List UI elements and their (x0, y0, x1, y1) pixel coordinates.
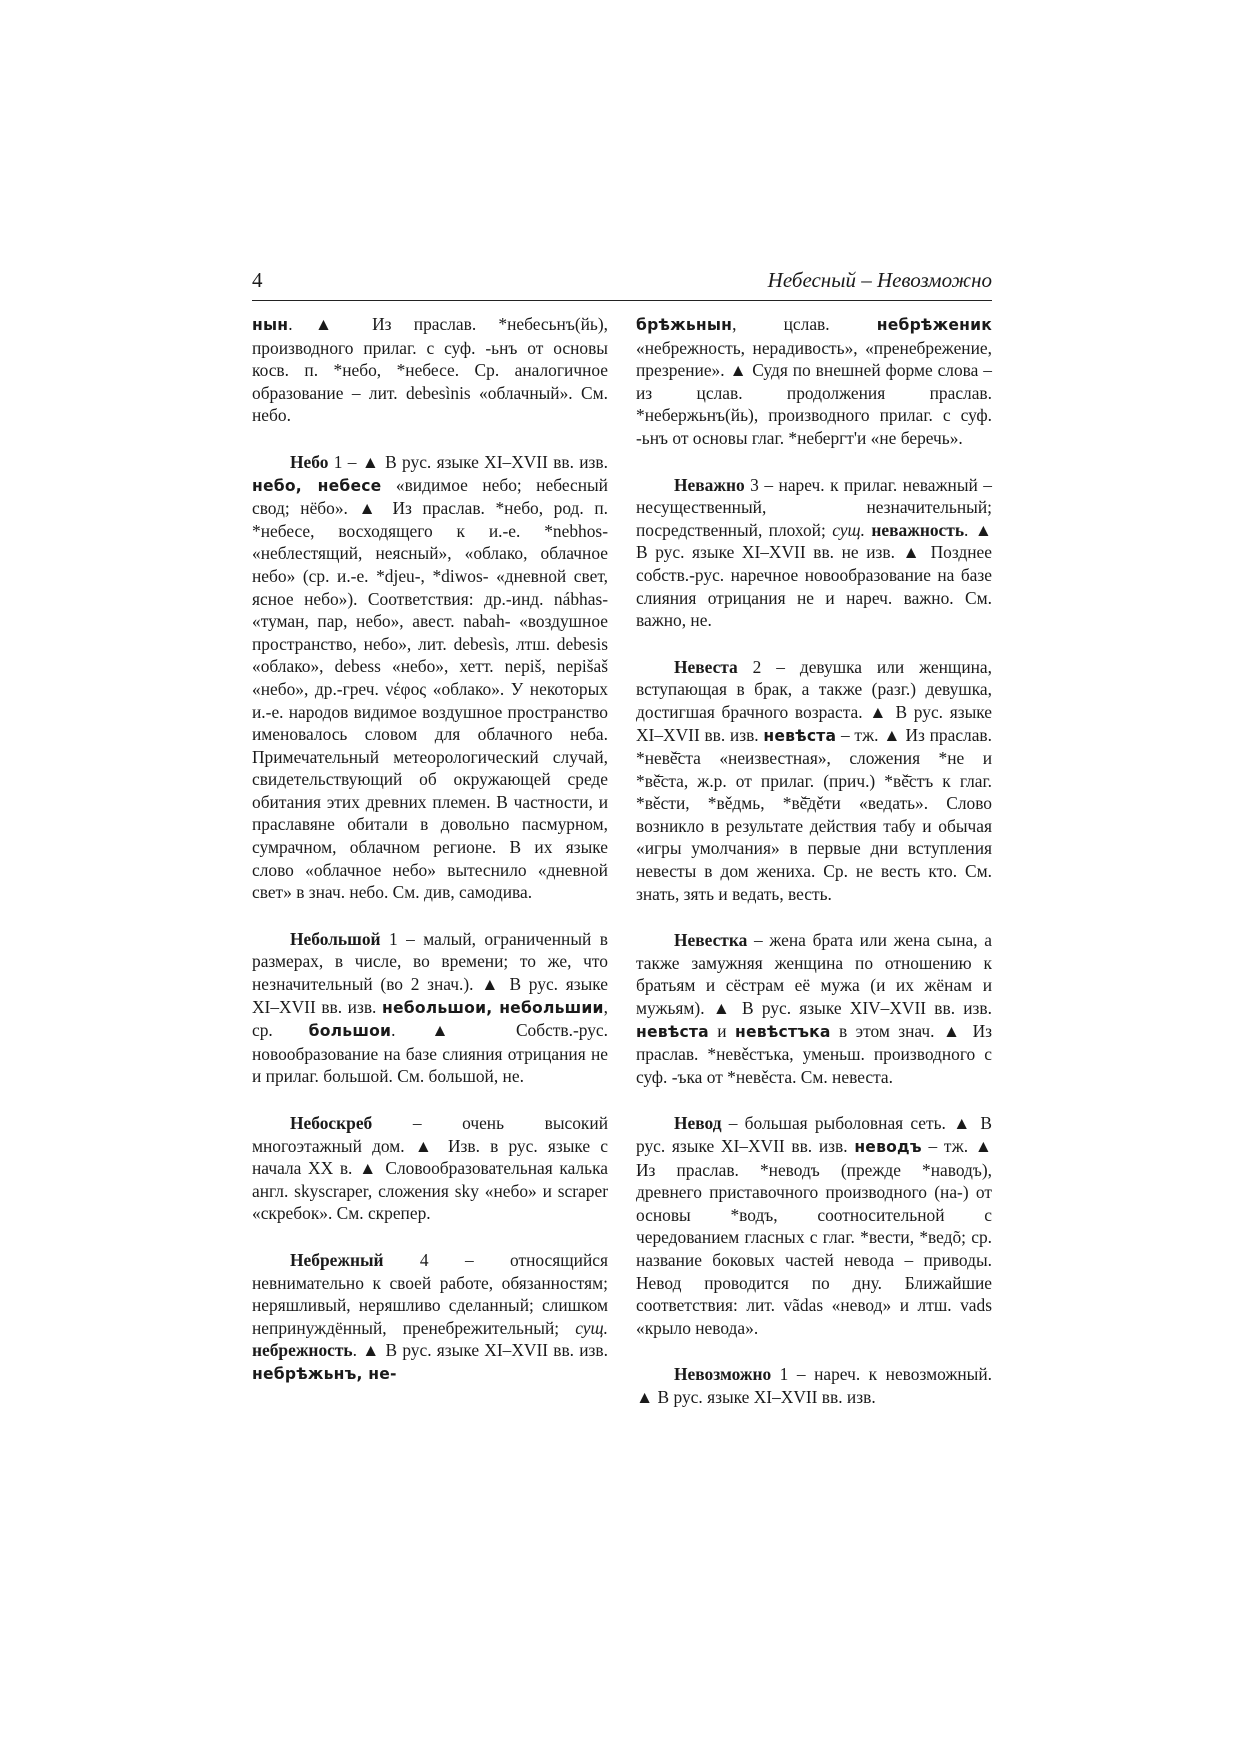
page-header (252, 268, 992, 301)
church-slavonic-form: брѣжьнын (636, 316, 733, 334)
church-slavonic-form: небо, небесе (252, 476, 382, 495)
entry-text: «видимое небо; небесный свод; нёбо». ▲ Из праслав. *небо, род. п. *небесе, восходящего к и.-е. *nebhos- «неблестящий, неясный», «облако, облачное небо» (ср. и.-е. *djeu-, *diwos- «дневной свет, ясное небо»). Соответствия: др.-инд. nábhas- «туман, пар, небо», авест. nabah- «воздушное пространство, небо», лит. debesìs, лтш. debesis «облако», debess «небо», хетт. nepiš, nepišaš «небо», др.-греч. νέφος «облако». У некоторых и.-е. народов видимое воздушное пространство именовалось словом для облачного неба. Примечательный метеорологический случай, свидетельствующий об окружающей среде обитания этих древних племен. В частности, и праславяне обитали в довольно пасмурном, сумрачном, облачном регионе. В их языке слово «облачное небо» вытеснило «дневной свет» в знач. небо. См. див, самодива. (252, 474, 608, 903)
entry-text: , ср. (252, 996, 609, 1041)
headword: Невестка (674, 930, 748, 951)
headword: Невод (674, 1113, 722, 1134)
dictionary-entry (636, 474, 992, 632)
entry-text: 1 – нареч. к невозможный. ▲ В рус. языке XI–XVII вв. изв. (636, 1364, 992, 1407)
headword: Невозможно (674, 1364, 772, 1385)
entry-text: 1 – малый, ограниченный в размерах, в числе, во времени; то же, что незначительный (во 2 знач.). ▲ В рус. языке XI–XVII вв. изв. (252, 928, 608, 1017)
headword: неважность (871, 519, 965, 540)
running-head: Небесный – Невозможно (767, 268, 992, 292)
church-slavonic-form: небольшои, небольшии (381, 998, 604, 1017)
entry-text: . ▲ Из праслав. *небесьнъ(йь), производного прилаг. с суф. -ьнъ от основы косв. п. *небо, *небесе. Ср. аналогичное образование – лит. debesìnis «облачный». См. небо. (252, 314, 608, 426)
headword: Небоскреб (290, 1113, 373, 1133)
church-slavonic-form: нын (252, 316, 289, 334)
entry-text: . ▲ Собств.-рус. новообразование на базе слияния отрицания не и прилаг. большой. См. большой, не. (252, 1020, 608, 1087)
church-slavonic-form: небрѣженик (876, 316, 992, 334)
entry-text: . ▲ В рус. языке XI–XVII вв. не изв. ▲ Позднее собств.-рус. наречное новообразование на базе слияния отрицания не и нареч. важно. См. важно, не. (636, 519, 992, 631)
italic-label: сущ. (575, 1317, 608, 1338)
entry-text: 3 – нареч. к прилаг. неважный – несущественный, незначительный; посредственный, плохой; (636, 474, 992, 540)
dictionary-entry-continued (252, 313, 608, 427)
entry-text: 2 – девушка или женщина, вступающая в брак, а также (разг.) девушка, достигшая брачного возраста. ▲ В рус. языке XI–XVII вв. изв. (636, 656, 992, 745)
church-slavonic-form: небрѣжьнъ, не- (252, 1364, 397, 1383)
church-slavonic-form: невѣста (763, 726, 837, 745)
italic-label: сущ. (832, 519, 865, 540)
church-slavonic-form: большои (308, 1022, 392, 1041)
entry-text: – большая рыболовная сеть. ▲ В рус. языке XI–XVII вв. изв. (636, 1113, 992, 1156)
entry-text: и (708, 1020, 736, 1041)
entry-text: . ▲ В рус. языке XI–XVII вв. изв. (352, 1340, 608, 1361)
headword: Небольшой (290, 928, 381, 949)
headword: Невеста (674, 656, 738, 677)
entry-text: – тж. ▲ Из праслав. *невě̄ста «неизвестная», сложения *не и *вě̄ста, ж.р. от прилаг. (прич.) *вě̄стъ к глаг. *вěсти, *вěдмь, *вě̄дěти «ведать». Слово возникло в результате действия табу и обычая «игры умолчания» в первые дни вступления невесты в дом жениха. Ср. не весть кто. См. знать, зять и ведать, весть. (636, 724, 992, 904)
entry-text: 4 – относящийся невнимательно к своей работе, обязанностям; неряшливый, неряшливо сделанный; слишком непринуждённый, пренебрежительный; (252, 1249, 608, 1338)
right-column (636, 313, 992, 1433)
church-slavonic-form: невѣста (636, 1022, 709, 1041)
entry-text: – тж. ▲ Из праслав. *неводъ (прежде *наводъ), древнего приставочного производного (на-) от основы *водъ, соотносительной с чередованием гласных с глаг. *вести, *ведõ; ср. название боковых частей невода – приводы. Невод проводится по дну. Ближайшие соответствия: лит. vãdas «невод» и лтш. vads «крыло невода». (636, 1136, 992, 1338)
dictionary-entry (252, 1112, 608, 1225)
church-slavonic-form: неводъ (854, 1138, 922, 1156)
entry-text: – очень высокий многоэтажный дом. ▲ Изв. в рус. языке с начала XX в. ▲ Словообразовательная калька англ. skyscraper, сложения sky «небо» и scraper «скребок». См. скрепер. (252, 1113, 608, 1224)
dictionary-entry (252, 1249, 608, 1386)
entry-text: , цслав. (732, 314, 877, 334)
dictionary-entry (252, 451, 608, 904)
headword: Небрежный (290, 1249, 384, 1270)
dictionary-entry (636, 929, 992, 1088)
left-column (252, 313, 608, 1410)
headword: Неважно (674, 474, 745, 495)
entry-text: «небрежность, нерадивость», «пренебрежение, презрение». ▲ Судя по внешней форме слова – из цслав. продолжения праслав. *небержьнъ(йь), производного прилаг. с суф. -ьнъ от основы глаг. *небергт'и «не беречь». (636, 337, 992, 448)
entry-text: в этом знач. ▲ Из праслав. *невěстъка, уменьш. производного с суф. -ъка от *невěста. См. невеста. (636, 1020, 992, 1087)
church-slavonic-form: невѣстъка (735, 1022, 831, 1041)
headword: Небо (290, 451, 329, 472)
dictionary-entry (636, 1112, 992, 1339)
dictionary-entry (636, 656, 992, 906)
page-number: 4 (252, 268, 263, 292)
entry-text: – жена брата или жена сына, а также замужняя женщина по отношению к братьям и сёстрам её мужа (и их жёнам и мужьям). ▲ В рус. языке XIV–XVII вв. изв. (636, 930, 992, 1019)
entry-text: 1 – ▲ В рус. языке XI–XVII вв. изв. (328, 451, 608, 472)
dictionary-entry-continued (636, 313, 992, 450)
headword: небрежность (252, 1340, 353, 1361)
dictionary-entry (636, 1363, 992, 1408)
dictionary-entry (252, 928, 608, 1088)
